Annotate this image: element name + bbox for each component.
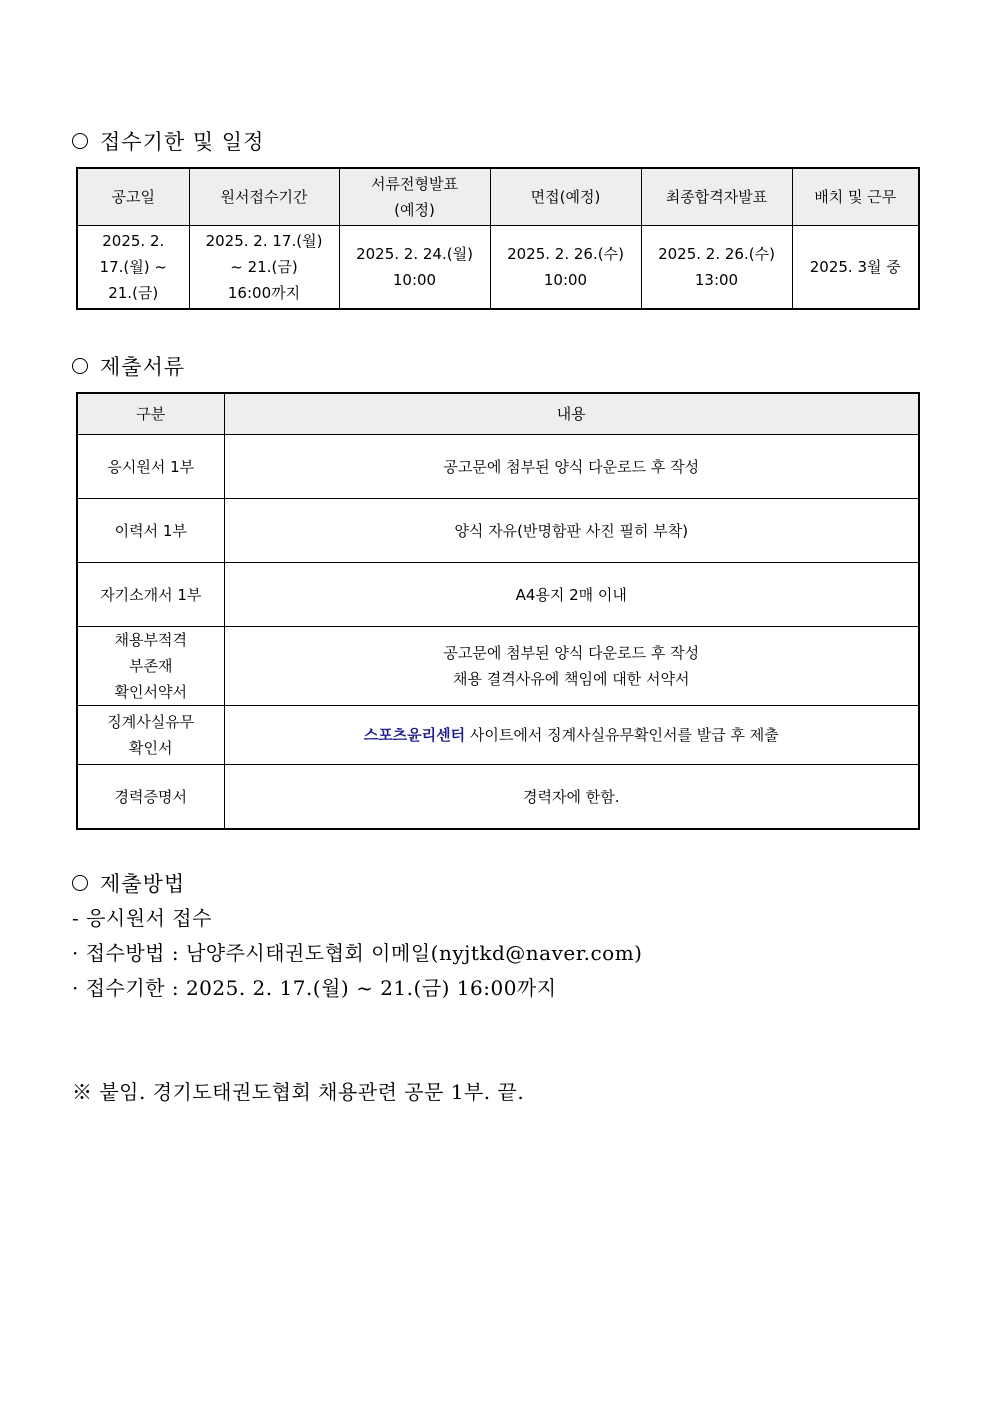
document-content: 공고문에 첨부된 양식 다운로드 후 작성 채용 결격사유에 책임에 대한 서약서 <box>224 627 919 706</box>
sports-ethics-center-highlight: 스포츠윤리센터 <box>363 726 466 744</box>
method-title-text: 제출방법 <box>100 872 186 896</box>
documents-row <box>77 706 919 765</box>
schedule-header-row <box>77 168 919 226</box>
schedule-value-cell: 2025. 2. 24.(월) 10:00 <box>339 226 490 310</box>
documents-header-row <box>77 393 919 435</box>
schedule-value-cell: 2025. 2. 26.(수) 10:00 <box>490 226 641 310</box>
documents-row <box>77 499 919 563</box>
document-name: 경력증명서 <box>77 765 224 830</box>
method-line-application: - 응시원서 접수 <box>72 906 212 930</box>
documents-header-cell: 구분 <box>77 393 224 435</box>
documents-row <box>77 435 919 499</box>
schedule-value-cell: 2025. 2. 26.(수) 13:00 <box>641 226 792 310</box>
method-line-deadline: · 접수기한 : 2025. 2. 17.(월) ~ 21.(금) 16:00까지 <box>72 976 557 1000</box>
circle-bullet-icon <box>72 133 88 149</box>
schedule-header-cell: 서류전형발표 (예정) <box>339 168 490 226</box>
schedule-header-cell: 최종합격자발표 <box>641 168 792 226</box>
schedule-header-cell: 배치 및 근무 <box>792 168 919 226</box>
document-name: 이력서 1부 <box>77 499 224 563</box>
circle-bullet-icon <box>72 358 88 374</box>
schedule-value-cell: 2025. 2. 17.(월) ~ 21.(금) 16:00까지 <box>189 226 339 310</box>
documents-row <box>77 563 919 627</box>
document-name: 채용부적격 부존재 확인서약서 <box>77 627 224 706</box>
document-content: A4용지 2매 이내 <box>224 563 919 627</box>
document-content: 경력자에 한함. <box>224 765 919 830</box>
schedule-header-cell: 공고일 <box>77 168 189 226</box>
schedule-value-cell: 2025. 2. 17.(월) ~ 21.(금) <box>77 226 189 310</box>
document-content: 스포츠윤리센터 사이트에서 징계사실유무확인서를 발급 후 제출 <box>224 706 919 765</box>
schedule-title-text: 접수기한 및 일정 <box>100 130 265 154</box>
documents-table <box>76 392 920 830</box>
documents-section-title <box>72 351 185 381</box>
circle-bullet-icon <box>72 875 88 891</box>
documents-title-text: 제출서류 <box>100 355 186 379</box>
schedule-section-title <box>72 126 264 156</box>
method-section-title <box>72 868 185 898</box>
document-name: 징계사실유무 확인서 <box>77 706 224 765</box>
document-name: 자기소개서 1부 <box>77 563 224 627</box>
schedule-header-cell: 면접(예정) <box>490 168 641 226</box>
documents-row <box>77 627 919 706</box>
method-line-how: · 접수방법 : 남양주시태권도협회 이메일(nyjtkd@naver.com) <box>72 941 643 965</box>
document-content: 공고문에 첨부된 양식 다운로드 후 작성 <box>224 435 919 499</box>
schedule-header-cell: 원서접수기간 <box>189 168 339 226</box>
document-name: 응시원서 1부 <box>77 435 224 499</box>
documents-header-cell: 내용 <box>224 393 919 435</box>
documents-row <box>77 765 919 830</box>
schedule-value-cell: 2025. 3월 중 <box>792 226 919 310</box>
schedule-table <box>76 167 920 310</box>
attachment-note: ※ 붙임. 경기도태권도협회 채용관련 공문 1부. 끝. <box>72 1080 525 1104</box>
schedule-value-row <box>77 226 919 310</box>
document-content: 양식 자유(반명함판 사진 필히 부착) <box>224 499 919 563</box>
